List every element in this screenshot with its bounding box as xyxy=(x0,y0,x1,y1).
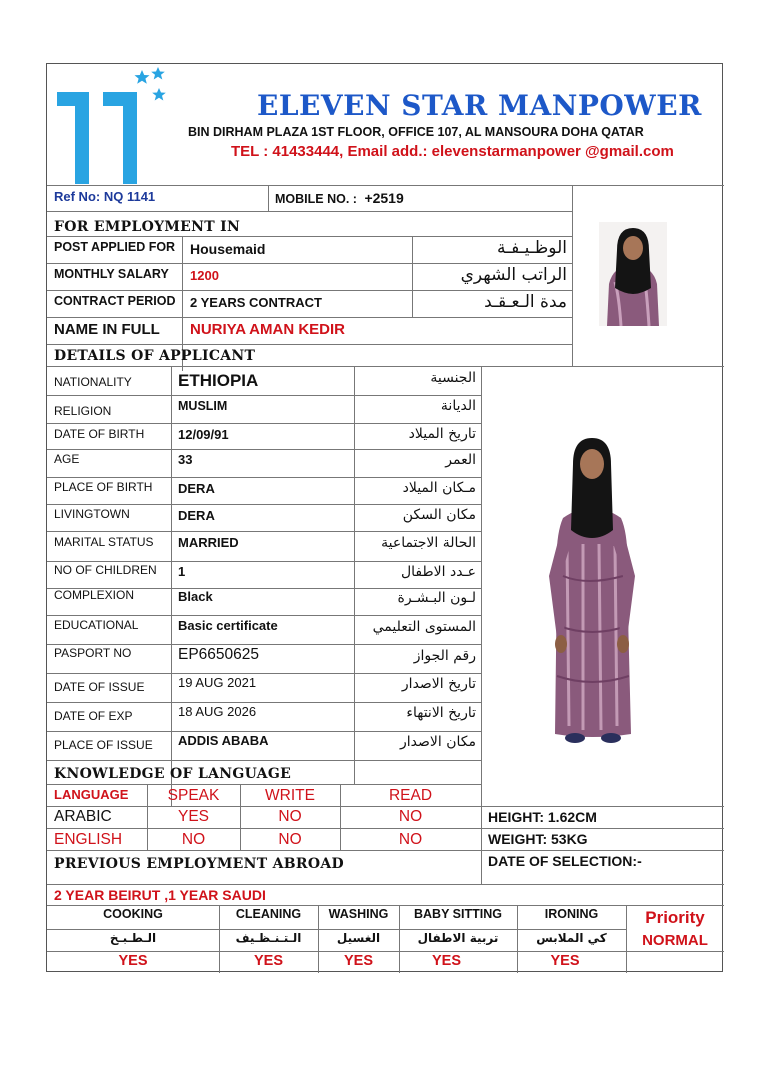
birthplace-value: DERA xyxy=(178,481,215,496)
eleven-star-logo-icon xyxy=(53,66,173,184)
post-label: POST APPLIED FOR xyxy=(54,240,176,254)
contract-arabic: مدة الـعـقـد xyxy=(484,292,567,312)
expiry-date-label: DATE OF EXP xyxy=(54,709,133,723)
issue-place-label: PLACE OF ISSUE xyxy=(54,738,153,752)
baby-sitting-label: BABY SITTING xyxy=(414,907,502,921)
mobile-value: +2519 xyxy=(364,190,404,206)
livingtown-value: DERA xyxy=(178,508,215,523)
dob-label: DATE OF BIRTH xyxy=(54,427,145,441)
english-language: ENGLISH xyxy=(54,831,123,848)
religion-value: MUSLIM xyxy=(178,399,228,413)
company-address: BIN DIRHAM PLAZA 1ST FLOOR, OFFICE 107, AL MANSOURA DOHA QATAR xyxy=(188,125,644,139)
name-value: NURIYA AMAN KEDIR xyxy=(190,321,346,338)
english-read: NO xyxy=(398,831,423,848)
marital-label: MARITAL STATUS xyxy=(54,535,154,549)
baby-sitting-arabic: تربية الاطفال xyxy=(417,931,499,945)
children-label: NO OF CHILDREN xyxy=(54,563,157,577)
expiry-date-arabic: تاريخ الانتهاء xyxy=(406,705,476,721)
mobile-number xyxy=(275,191,404,206)
arabic-language: ARABIC xyxy=(54,808,112,825)
livingtown-label: LIVINGTOWN xyxy=(54,507,130,521)
children-arabic: عـدد الاطفال xyxy=(400,564,476,580)
employment-section-title: FOR EMPLOYMENT IN xyxy=(54,219,241,235)
nationality-arabic: الجنسية xyxy=(430,370,476,386)
dob-arabic: تاريخ الميلاد xyxy=(408,426,476,442)
cleaning-label: CLEANING xyxy=(235,907,302,921)
arabic-write: NO xyxy=(278,808,302,825)
applicant-full-body-photo xyxy=(527,426,657,746)
arabic-read: NO xyxy=(398,808,423,825)
issue-date-label: DATE OF ISSUE xyxy=(54,680,145,694)
passport-value: EP6650625 xyxy=(178,646,260,663)
ironing-value: YES xyxy=(550,953,580,969)
company-name: ELEVEN STAR MANPOWER xyxy=(257,89,702,122)
age-value: 33 xyxy=(178,452,193,467)
previous-employment-value: 2 YEAR BEIRUT ,1 YEAR SAUDI xyxy=(54,887,266,903)
ref-number xyxy=(54,190,155,203)
birthplace-label: PLACE OF BIRTH xyxy=(54,480,153,494)
salary-label: MONTHLY SALARY xyxy=(54,267,169,281)
expiry-date-value: 18 AUG 2026 xyxy=(178,704,257,719)
age-arabic: العمر xyxy=(445,452,476,468)
ref-value: NQ 1141 xyxy=(103,189,156,204)
ironing-arabic: كي الملابس xyxy=(536,931,607,945)
washing-arabic: الغسيل xyxy=(336,931,381,945)
ref-label: Ref No: xyxy=(54,189,101,204)
arabic-speak: YES xyxy=(177,808,209,825)
contract-label: CONTRACT PERIOD xyxy=(54,294,176,308)
religion-label: RELIGION xyxy=(54,404,112,418)
previous-employment-title: PREVIOUS EMPLOYMENT ABROAD xyxy=(54,856,344,872)
cleaning-value: YES xyxy=(253,953,283,969)
livingtown-arabic: مكان السكن xyxy=(402,507,476,523)
cooking-arabic: الـطـبـخ xyxy=(109,931,157,945)
washing-label: WASHING xyxy=(328,907,389,921)
age-label: AGE xyxy=(54,452,80,466)
language-section-title: KNOWLEDGE OF LANGUAGE xyxy=(54,766,292,782)
write-header: WRITE xyxy=(265,787,315,804)
issue-date-value: 19 AUG 2021 xyxy=(178,675,257,690)
name-label: NAME IN FULL xyxy=(54,321,160,338)
english-write: NO xyxy=(278,831,302,848)
birthplace-arabic: مـكان الميلاد xyxy=(402,480,476,496)
education-arabic: المستوى التعليمي xyxy=(372,619,476,635)
contract-value: 2 YEARS CONTRACT xyxy=(190,295,322,310)
education-label: EDUCATIONAL xyxy=(54,618,139,632)
dob-value: 12/09/91 xyxy=(178,427,229,442)
nationality-value: ETHIOPIA xyxy=(178,371,259,390)
ironing-label: IRONING xyxy=(544,907,599,921)
complexion-value: Black xyxy=(178,589,213,604)
height-value: HEIGHT: 1.62CM xyxy=(488,809,597,825)
children-value: 1 xyxy=(178,564,186,579)
priority-label: Priority xyxy=(645,908,705,927)
applicant-portrait-photo xyxy=(599,222,667,326)
education-value: Basic certificate xyxy=(178,618,278,633)
selection-date: DATE OF SELECTION:- xyxy=(488,853,642,869)
speak-header: SPEAK xyxy=(167,787,220,804)
salary-arabic: الراتب الشهري xyxy=(460,265,567,285)
cooking-value: YES xyxy=(118,953,148,969)
applicant-section-title: DETAILS OF APPLICANT xyxy=(54,348,256,364)
complexion-arabic: لـون البـشـرة xyxy=(397,590,476,606)
read-header: READ xyxy=(388,787,433,804)
issue-date-arabic: تاريخ الاصدار xyxy=(401,676,476,692)
passport-label: PASPORT NO xyxy=(54,646,132,660)
baby-sitting-value: YES xyxy=(431,953,461,969)
weight-value: WEIGHT: 53KG xyxy=(488,831,588,847)
salary-value: 1200 xyxy=(190,268,219,283)
issue-place-arabic: مكان الاصدار xyxy=(400,734,476,750)
priority-value: NORMAL xyxy=(642,932,708,949)
complexion-label: COMPLEXION xyxy=(54,588,135,602)
washing-value: YES xyxy=(343,953,373,969)
cleaning-arabic: الـتـنـظـيف xyxy=(235,931,302,945)
issue-place-value: ADDIS ABABA xyxy=(178,733,269,748)
company-contact: TEL : 41433444, Email add.: elevenstarmanpower @gmail.com xyxy=(231,143,674,160)
english-speak: NO xyxy=(181,831,206,848)
post-arabic: الوظـيـفـة xyxy=(496,238,567,258)
nationality-label: NATIONALITY xyxy=(54,375,132,389)
post-value: Housemaid xyxy=(190,241,266,257)
religion-arabic: الديانة xyxy=(440,398,476,414)
language-header: LANGUAGE xyxy=(54,787,129,802)
application-form xyxy=(46,63,723,972)
mobile-label: MOBILE NO. : xyxy=(275,192,357,206)
marital-value: MARRIED xyxy=(178,535,239,550)
passport-arabic: رقم الجواز xyxy=(413,648,476,664)
marital-arabic: الحالة الاجتماعية xyxy=(381,535,476,551)
cooking-label: COOKING xyxy=(103,907,163,921)
